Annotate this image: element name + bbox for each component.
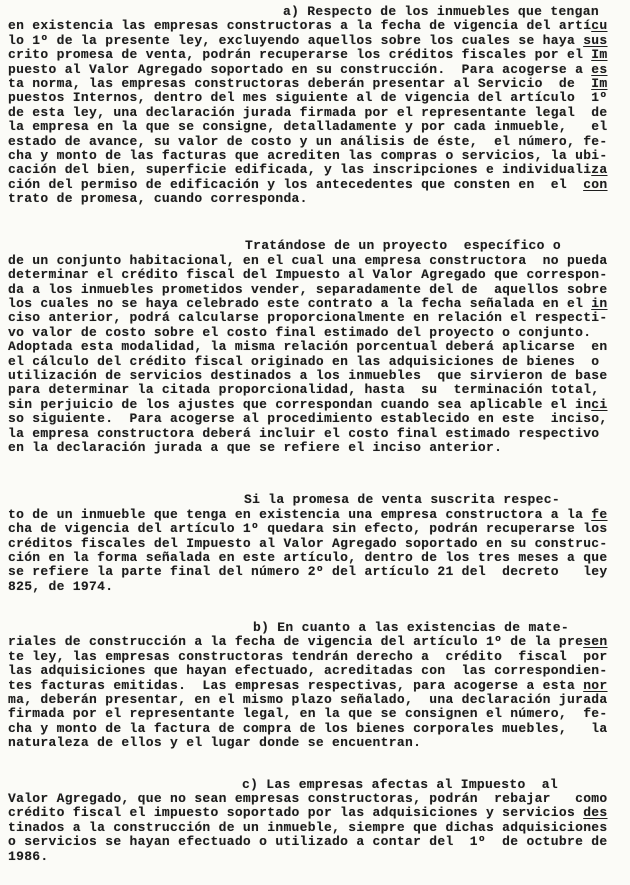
text-line: puestos Internos, dentro del mes siguiente al de vigencia del artículo 1º — [8, 90, 608, 106]
text-line: para determinar la citada proporcionalidad, hasta su terminación total, — [8, 382, 600, 398]
text-line: da a los inmuebles prometidos vender, separadamente del de aquellos sobre — [8, 281, 608, 297]
text-line: lo 1º de la presente ley, excluyendo aquellos sobre los cuales se haya sus — [8, 32, 608, 48]
text-line: Adoptada esta modalidad, la misma relación porcentual deberá aplicarse en — [8, 339, 608, 355]
text-line: ción en la forma señalada en este artículo, dentro de los tres meses a que — [8, 549, 608, 565]
text-line: la empresa en la que se consigne, detalladamente y por cada inmueble, el — [8, 119, 608, 135]
text-line: ma, deberán presentar, en el mismo plazo señalado, una declaración jurada — [8, 692, 608, 708]
text-line: de esta ley, una declaración jurada firmada por el representante legal de — [8, 104, 608, 120]
text-line: de un conjunto habitacional, en el cual una empresa constructora no pueda — [8, 252, 608, 268]
text-line: Tratándose de un proyecto específico o — [245, 238, 561, 254]
text-line: trato de promesa, cuando corresponda. — [8, 191, 308, 207]
text-line: crito promesa de venta, podrán recuperarse los créditos fiscales por el Im — [8, 47, 608, 63]
text-line: 825, de 1974. — [8, 578, 114, 594]
text-line: los cuales no se haya celebrado este contrato a la fecha señalada en el in — [8, 296, 608, 312]
text-line: cha de vigencia del artículo 1º quedara sin efecto, podrán recuperarse los — [8, 521, 608, 537]
text-line: Valor Agregado, que no sean empresas constructoras, podrán rebajar como — [8, 790, 608, 806]
text-line: cha y monto de las facturas que acrediten las compras o servicios, la ubi- — [8, 147, 608, 163]
text-line: sin perjuicio de los ajustes que correspondan cuando sea aplicable el inci — [8, 396, 608, 412]
text-line: ciso anterior, podrá calcularse proporcionalmente en relación el respecti- — [8, 310, 608, 326]
text-line: naturaleza de ellos y el lugar donde se encuentran. — [8, 735, 422, 751]
text-line: cha y monto de la factura de compra de los bienes corporales muebles, la — [8, 720, 608, 736]
text-line: estado de avance, su valor de costo y un análisis de éste, el número, fe- — [8, 133, 608, 149]
paragraph-inciso-c — [8, 778, 628, 864]
text-line: b) En cuanto a las existencias de mate- — [253, 620, 569, 636]
text-line: to de un inmueble que tenga en existencia una empresa constructora a la fe — [8, 506, 608, 522]
text-line: tinados a la construcción de un inmueble, siempre que dichas adquisiciones — [8, 819, 608, 835]
text-line: créditos fiscales del Impuesto al Valor Agregado soportado en su construc- — [8, 535, 608, 551]
text-line: la empresa constructora deberá incluir el costo final estimado respectivo — [8, 425, 600, 441]
text-line: se refiere la parte final del número 2º del artículo 21 del decreto ley — [8, 564, 608, 580]
text-line: utilización de servicios destinados a los inmuebles que sirvieron de base — [8, 367, 608, 383]
text-line: ción del permiso de edificación y los antecedentes que consten en el con — [8, 176, 608, 192]
text-line: determinar el crédito fiscal del Impuesto al Valor Agregado que correspon- — [8, 267, 608, 283]
text-line: tes facturas emitidas. Las empresas respectivas, para acogerse a esta nor — [8, 677, 608, 693]
text-line: en la declaración jurada a que se refiere el inciso anterior. — [8, 439, 503, 455]
text-line: en existencia las empresas constructoras a la fecha de vigencia del artícu — [8, 18, 608, 34]
text-line: 1986. — [8, 848, 49, 864]
text-line: crédito fiscal el impuesto soportado por las adquisiciones y servicios des — [8, 805, 608, 821]
text-line: ta norma, las empresas constructoras deberán presentar al Servicio de Im — [8, 75, 608, 91]
text-line: vo valor de costo sobre el costo final estimado del proyecto o conjunto. — [8, 324, 592, 340]
text-line: a) Respecto de los inmuebles que tengan — [283, 4, 599, 19]
text-line: cación del bien, superficie edificada, y las inscripciones e individualiza — [8, 162, 608, 178]
paragraph-inciso-b — [8, 621, 628, 751]
text-line: te ley, las empresas constructoras tendrán derecho a crédito fiscal por — [8, 648, 608, 664]
text-line: el cálculo del crédito fiscal originado en las adquisiciones de bienes o — [8, 353, 600, 369]
text-line: c) Las empresas afectas al Impuesto al — [242, 776, 558, 792]
text-line: riales de construcción a la fecha de vigencia del artículo 1º de la presen — [8, 634, 608, 650]
text-line: firmada por el representante legal, en la que se consignen el número, fe- — [8, 706, 608, 722]
text-line: so siguiente. Para acogerse al procedimiento establecido en este inciso, — [8, 411, 608, 427]
paragraph-inciso-a — [8, 5, 628, 206]
paragraph-promesa-sin-efecto — [8, 493, 628, 594]
text-line: puesto al Valor Agregado soportado en su construcción. Para acogerse a es — [8, 61, 608, 77]
text-line: las adquisiciones que hayan efectuado, acreditadas con las correspondien- — [8, 663, 608, 679]
paragraph-proyecto-especifico — [8, 239, 628, 455]
text-line: Si la promesa de venta suscrita respec- — [244, 492, 560, 508]
text-line: o servicios se hayan efectuado o utilizado a contar del 1º de octubre de — [8, 834, 608, 850]
